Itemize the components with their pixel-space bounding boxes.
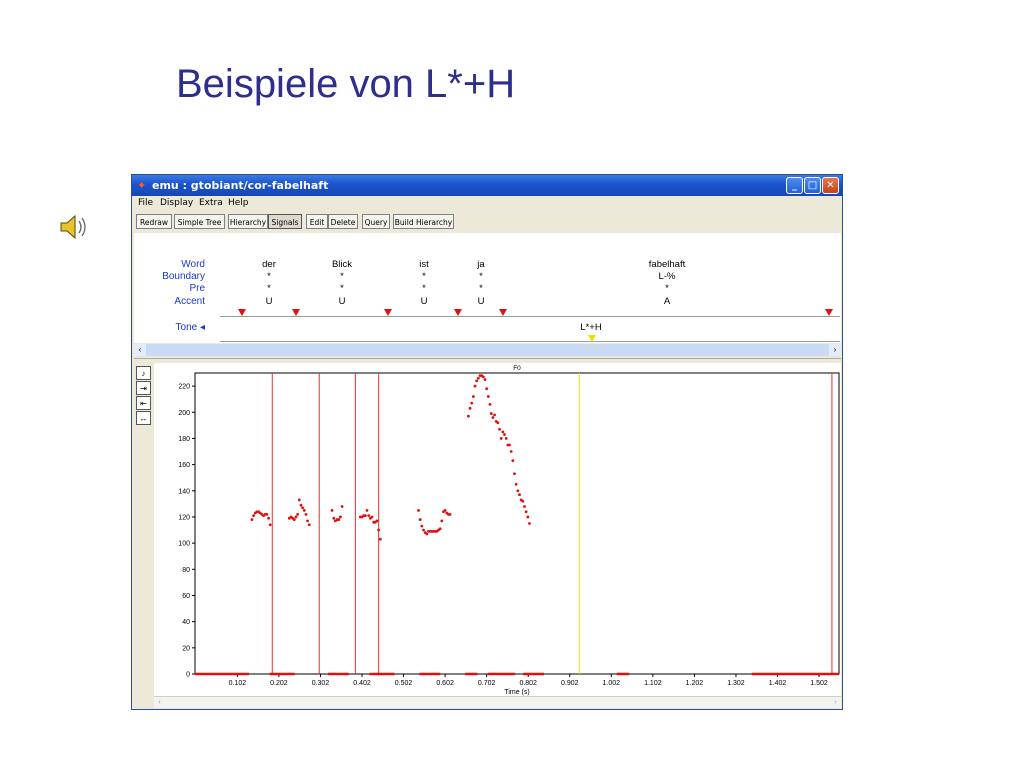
menu-extra[interactable]: Extra — [199, 198, 223, 208]
accent-token[interactable]: A — [663, 296, 671, 307]
x-tick-label: 0.502 — [394, 680, 413, 687]
f0-point — [301, 506, 304, 509]
word-token[interactable]: fabelhaft — [648, 259, 686, 270]
f0-point — [444, 509, 447, 512]
f0-point — [305, 513, 308, 516]
y-tick-label: 0 — [186, 671, 190, 679]
tier-label-word: Word — [181, 259, 205, 270]
plot-scrollbar[interactable] — [154, 696, 841, 708]
window-titlebar[interactable] — [132, 175, 842, 196]
delete-button[interactable]: Delete — [328, 214, 358, 229]
x-tick-label: 0.802 — [519, 680, 537, 687]
f0-point — [510, 450, 513, 453]
edit-button[interactable]: Edit — [306, 214, 328, 229]
signal-tools — [136, 366, 152, 426]
y-tick-label: 220 — [178, 383, 190, 391]
x-tick-label: 1.102 — [644, 680, 662, 687]
plot-frame — [195, 373, 839, 674]
f0-point — [420, 525, 423, 528]
f0-point — [515, 483, 518, 486]
f0-point — [518, 493, 521, 496]
chart-title: F0 — [513, 365, 521, 372]
x-tick-label: 0.402 — [353, 680, 371, 687]
f0-point — [513, 472, 516, 475]
x-tick-label: 1.202 — [685, 680, 704, 687]
accent-token[interactable]: U — [420, 296, 428, 307]
f0-chart[interactable] — [154, 363, 841, 696]
f0-point — [419, 518, 422, 521]
f0-point — [470, 402, 473, 405]
f0-point — [364, 514, 367, 517]
f0-point — [295, 516, 298, 519]
play-sound-icon[interactable]: ♪ — [136, 366, 151, 380]
accent-tier-line — [220, 316, 840, 317]
f0-point — [251, 518, 254, 521]
f0-point — [484, 378, 487, 381]
f0-point — [521, 500, 524, 503]
f0-point — [500, 437, 503, 440]
f0-point — [366, 509, 369, 512]
toolbar — [132, 212, 842, 232]
word-token[interactable]: ist — [419, 259, 429, 270]
f0-point — [493, 413, 496, 416]
boundary-token[interactable]: * — [340, 271, 344, 282]
app-icon: ✦ — [137, 179, 147, 192]
window-title: emu : gtobiant/cor-fabelhaft — [152, 179, 329, 192]
tone-tier-line — [220, 341, 840, 342]
boundary-token[interactable]: * — [479, 271, 483, 282]
pre-token[interactable]: * — [340, 283, 344, 294]
f0-point — [503, 433, 506, 436]
f0-point — [337, 518, 340, 521]
accent-token[interactable]: U — [477, 296, 485, 307]
f0-point — [501, 430, 504, 433]
f0-point — [300, 504, 303, 507]
f0-point — [496, 421, 499, 424]
tier-label-boundary: Boundary — [162, 271, 205, 282]
accent-boundary-marker[interactable] — [292, 309, 300, 316]
f0-point — [482, 376, 485, 379]
emu-window — [131, 174, 843, 710]
menu-bar — [132, 196, 842, 211]
f0-point — [422, 529, 425, 532]
x-tick-label: 1.302 — [727, 680, 745, 687]
query-button[interactable]: Query — [362, 214, 390, 229]
pre-token[interactable]: * — [267, 283, 271, 294]
f0-point — [331, 509, 334, 512]
f0-point — [489, 403, 492, 406]
accent-boundary-marker[interactable] — [238, 309, 246, 316]
pre-token[interactable]: * — [479, 283, 483, 294]
f0-point — [472, 395, 475, 398]
f0-point — [306, 519, 309, 522]
f0-point — [516, 489, 519, 492]
f0-point — [523, 505, 526, 508]
boundary-token[interactable]: L-% — [658, 271, 676, 282]
scroll-right-icon[interactable]: › — [829, 344, 841, 356]
zoom-out-icon[interactable]: ⇤ — [136, 396, 151, 410]
f0-point — [490, 412, 493, 415]
f0-point — [367, 514, 370, 517]
close-button[interactable]: ✕ — [822, 177, 839, 194]
f0-point — [475, 379, 478, 382]
x-tick-label: 0.902 — [561, 680, 579, 687]
hierarchy-button[interactable]: Hierarchy — [228, 214, 268, 229]
x-tick-label: 1.002 — [602, 680, 621, 687]
y-tick-label: 20 — [182, 645, 190, 653]
x-tick-label: 0.302 — [311, 680, 330, 687]
f0-point — [440, 519, 443, 522]
f0-point — [376, 519, 379, 522]
menu-help[interactable]: Help — [228, 198, 249, 208]
f0-point — [505, 437, 508, 440]
redraw-button[interactable]: Redraw — [136, 214, 172, 229]
f0-plot — [154, 363, 841, 696]
f0-point — [308, 523, 311, 526]
y-tick-label: 200 — [178, 409, 190, 417]
zoom-in-icon[interactable]: ⇥ — [136, 381, 151, 395]
speaker-icon[interactable] — [58, 212, 90, 242]
menu-display[interactable]: Display — [160, 198, 194, 208]
f0-point — [269, 523, 272, 526]
y-tick-label: 120 — [178, 514, 190, 522]
boundary-token[interactable]: * — [267, 271, 271, 282]
f0-point — [296, 513, 299, 516]
y-tick-label: 160 — [178, 462, 190, 470]
f0-point — [487, 395, 490, 398]
f0-point — [525, 510, 528, 513]
scroll-left-icon[interactable]: ‹ — [158, 699, 161, 706]
accent-token[interactable]: U — [338, 296, 346, 307]
accent-boundary-marker[interactable] — [384, 309, 392, 316]
f0-point — [485, 387, 488, 390]
fit-window-icon[interactable]: ↔ — [136, 411, 151, 425]
f0-point — [417, 509, 420, 512]
f0-point — [449, 513, 452, 516]
signals-button[interactable]: Signals — [268, 214, 302, 229]
horizontal-scrollbar[interactable] — [134, 344, 841, 356]
x-axis-label: Time (s) — [504, 689, 530, 696]
simple-tree-button[interactable]: Simple Tree — [174, 214, 225, 229]
y-tick-label: 60 — [182, 592, 190, 600]
accent-boundary-marker[interactable] — [454, 309, 462, 316]
x-tick-label: 0.702 — [477, 680, 496, 687]
f0-point — [379, 538, 382, 541]
y-tick-label: 180 — [178, 435, 190, 443]
f0-point — [341, 505, 344, 508]
y-tick-label: 40 — [182, 619, 190, 627]
accent-boundary-marker[interactable] — [825, 309, 833, 316]
f0-point — [511, 459, 514, 462]
tone-token[interactable]: L*+H — [580, 322, 602, 333]
label-tiers-panel — [134, 233, 841, 343]
f0-point — [293, 518, 296, 521]
f0-point — [526, 516, 529, 519]
x-tick-label: 0.202 — [270, 680, 288, 687]
menu-file[interactable]: File — [138, 198, 154, 208]
f0-point — [492, 416, 495, 419]
f0-point — [267, 517, 270, 520]
f0-point — [303, 509, 306, 512]
f0-point — [252, 514, 255, 517]
x-tick-label: 0.602 — [436, 680, 454, 687]
pre-token[interactable]: * — [665, 283, 669, 294]
y-tick-label: 140 — [178, 488, 190, 496]
maximize-button[interactable]: □ — [804, 177, 821, 194]
tier-label-tone[interactable]: Tone ◂ — [175, 322, 205, 333]
scroll-left-icon[interactable]: ‹ — [134, 344, 146, 356]
f0-point — [474, 385, 477, 388]
f0-point — [439, 527, 442, 530]
word-token[interactable]: der — [262, 259, 276, 270]
accent-token[interactable]: U — [265, 296, 273, 307]
tier-label-pre: Pre — [189, 283, 205, 294]
tier-label-accent: Accent — [174, 296, 205, 307]
accent-boundary-marker[interactable] — [499, 309, 507, 316]
f0-point — [528, 522, 531, 525]
boundary-token[interactable]: * — [422, 271, 426, 282]
minimize-button[interactable]: _ — [786, 177, 803, 194]
x-tick-label: 1.502 — [810, 680, 828, 687]
scroll-right-icon[interactable]: › — [834, 699, 837, 706]
y-tick-label: 80 — [182, 566, 190, 574]
f0-point — [469, 407, 472, 410]
x-tick-label: 0.102 — [228, 680, 247, 687]
f0-point — [298, 499, 301, 502]
word-token[interactable]: Blick — [331, 259, 353, 270]
pre-token[interactable]: * — [422, 283, 426, 294]
f0-point — [498, 428, 501, 431]
f0-point — [371, 516, 374, 519]
f0-point — [508, 444, 511, 447]
f0-point — [467, 415, 470, 418]
f0-point — [332, 517, 335, 520]
f0-point — [339, 516, 342, 519]
word-token[interactable]: ja — [477, 259, 485, 270]
slide-title: Beispiele von L*+H — [176, 62, 516, 106]
y-tick-label: 100 — [178, 540, 190, 548]
f0-point — [377, 529, 380, 532]
x-tick-label: 1.402 — [768, 680, 787, 687]
f0-point — [265, 513, 268, 516]
f0-point — [425, 533, 428, 536]
build-hierarchy-button[interactable]: Build Hierarchy — [393, 214, 454, 229]
f0-point — [477, 377, 480, 380]
